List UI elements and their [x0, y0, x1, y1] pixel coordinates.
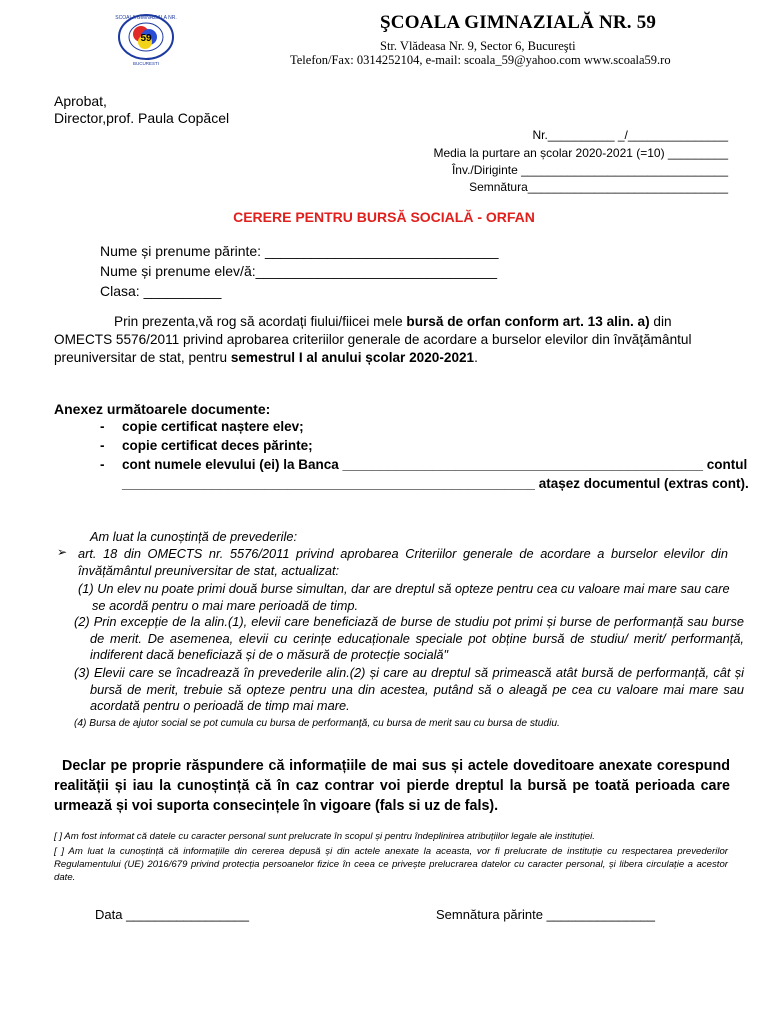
director-label: Director,prof. Paula Copăcel	[54, 110, 230, 126]
ack-paragraph-2: (2) Prin excepție de la alin.(1), elevii care beneficiază de burse de studiu pot primi și burse de performanță sau burse de merit. De asemenea, elevii cu cerințe educaționale speciale pot obține bursă de studiu/ merit/ performanță, indiferent dacă beneficiază și de o măsură de protecție socială"	[74, 614, 744, 662]
ack-art18: art. 18 din OMECTS nr. 5576/2011 privind aprobarea Criteriilor generale de acordare a burselor elevilor din învățământul preuniversitar de stat, actualizat:	[78, 546, 728, 578]
annex-dash: -	[100, 457, 105, 472]
declaration-paragraph: Declar pe proprie răspundere că informațiile de mai sus și actele doveditoare anexate corespund realității și iau la cunoștință că în caz contrar voi pierde dreptul la bursă pe toată perioada care urmează și voi suporta consecințele în vigoare (fals si uz de fals).	[54, 758, 730, 814]
request-text-3: .	[474, 350, 478, 365]
school-contact: Telefon/Fax: 0314252104, e-mail: scoala_59@yahoo.com www.scoala59.ro	[290, 53, 671, 67]
registration-number: Nr.__________ _/_______________	[532, 128, 728, 142]
school-name: ŞCOALA GIMNAZIALĂ NR. 59	[380, 12, 657, 33]
annex-item-label: cont numele elevului (ei) la Banca ________________________________________________ contul	[122, 457, 748, 472]
request-text-1: Prin prezenta,vă rog să acordați fiului/fiicei mele	[114, 314, 407, 329]
request-bold-2: semestrul I al anului școlar 2020-2021	[230, 350, 475, 365]
annex-dash: -	[100, 419, 105, 434]
document-title: CERERE PENTRU BURSĂ SOCIALĂ - ORFAN	[233, 209, 535, 225]
student-name-field: Nume și prenume elev/ă:_______________________________	[100, 263, 497, 279]
arrow-bullet-icon: ➢	[57, 545, 68, 559]
logo-text-bottom: BUCURESTI	[132, 61, 160, 66]
ack-paragraph-4: (4) Bursa de ajutor social se pot cumula cu bursa de performanță, cu bursa de merit sau cu bursa de studiu.	[74, 718, 560, 729]
ack-paragraph-1: (1) Un elev nu poate primi două burse simultan, dar are dreptul să opteze pentru cea cu valoare mai mare sau care se acordă pentru o mai mare perioadă de timp.	[78, 581, 730, 613]
conduct-grade: Media la purtare an școlar 2020-2021 (=10) _________	[433, 146, 728, 160]
date-field: Data _________________	[95, 907, 249, 922]
request-paragraph	[54, 313, 728, 367]
approved-label: Aprobat,	[54, 93, 107, 109]
parent-signature-field: Semnătura părinte _______________	[436, 907, 656, 922]
ack-intro: Am luat la cunoștință de prevederile:	[90, 529, 297, 544]
logo-number: 59	[140, 33, 152, 44]
teacher-signature-field: Semnătura______________________________	[469, 180, 728, 194]
annex-heading: Anexez următoarele documente:	[54, 401, 271, 417]
school-address: Str. Vlădeasa Nr. 9, Sector 6, Bucureşti	[380, 39, 576, 53]
annex-continuation: _______________________________________________________ atașez documentul (extras cont).	[122, 476, 749, 491]
teacher-field: Înv./Diriginte _______________________________	[451, 163, 728, 177]
class-field: Clasa: __________	[100, 283, 222, 299]
ack-paragraph-3: (3) Elevii care se încadrează în prevederile alin.(2) și care au dreptul să primească atât bursă de performanță, cât și bursă de merit, trebuie să opteze pentru una din acestea, putând să o aleagă pe cea cu valoare mai mare sau acordată pentru o perioadă de timp mai mare.	[74, 665, 744, 713]
gdpr-consent-2: [ ] Am luat la cunoștință că informațiile din cererea depusă și din actele anexate la aceasta, vor fi prelucrate de instituție cu respectarea prevederilor Regulamentului (UE) 2016/679 privind protecția persoanelor fizice în ceea ce privește prelucrarea datelor cu caracter personal, și libera circulație a acestor date.	[54, 846, 728, 883]
annex-item-label: copie certificat naștere elev;	[122, 419, 304, 434]
parent-name-field: Nume și prenume părinte: ______________________________	[100, 243, 499, 259]
gdpr-consent-1: [ ] Am fost informat că datele cu caracter personal sunt prelucrate în scopul și pentru îndeplinirea atribuțiilor legale ale instituției.	[54, 831, 595, 842]
annex-item-label: copie certificat deces părinte;	[122, 438, 313, 453]
request-bold-1: bursă de orfan conform art. 13 alin. a)	[406, 314, 650, 329]
school-logo	[112, 10, 184, 68]
request-text-2: din OMECTS 5576/2011 privind aprobarea criteriilor generale de acordare a burselor elevilor din învățământul preuniversitar de stat, pentru	[54, 314, 692, 365]
annex-dash: -	[100, 438, 105, 453]
logo-text-top: SCOALA GIMNAZIALA NR.	[115, 15, 177, 21]
